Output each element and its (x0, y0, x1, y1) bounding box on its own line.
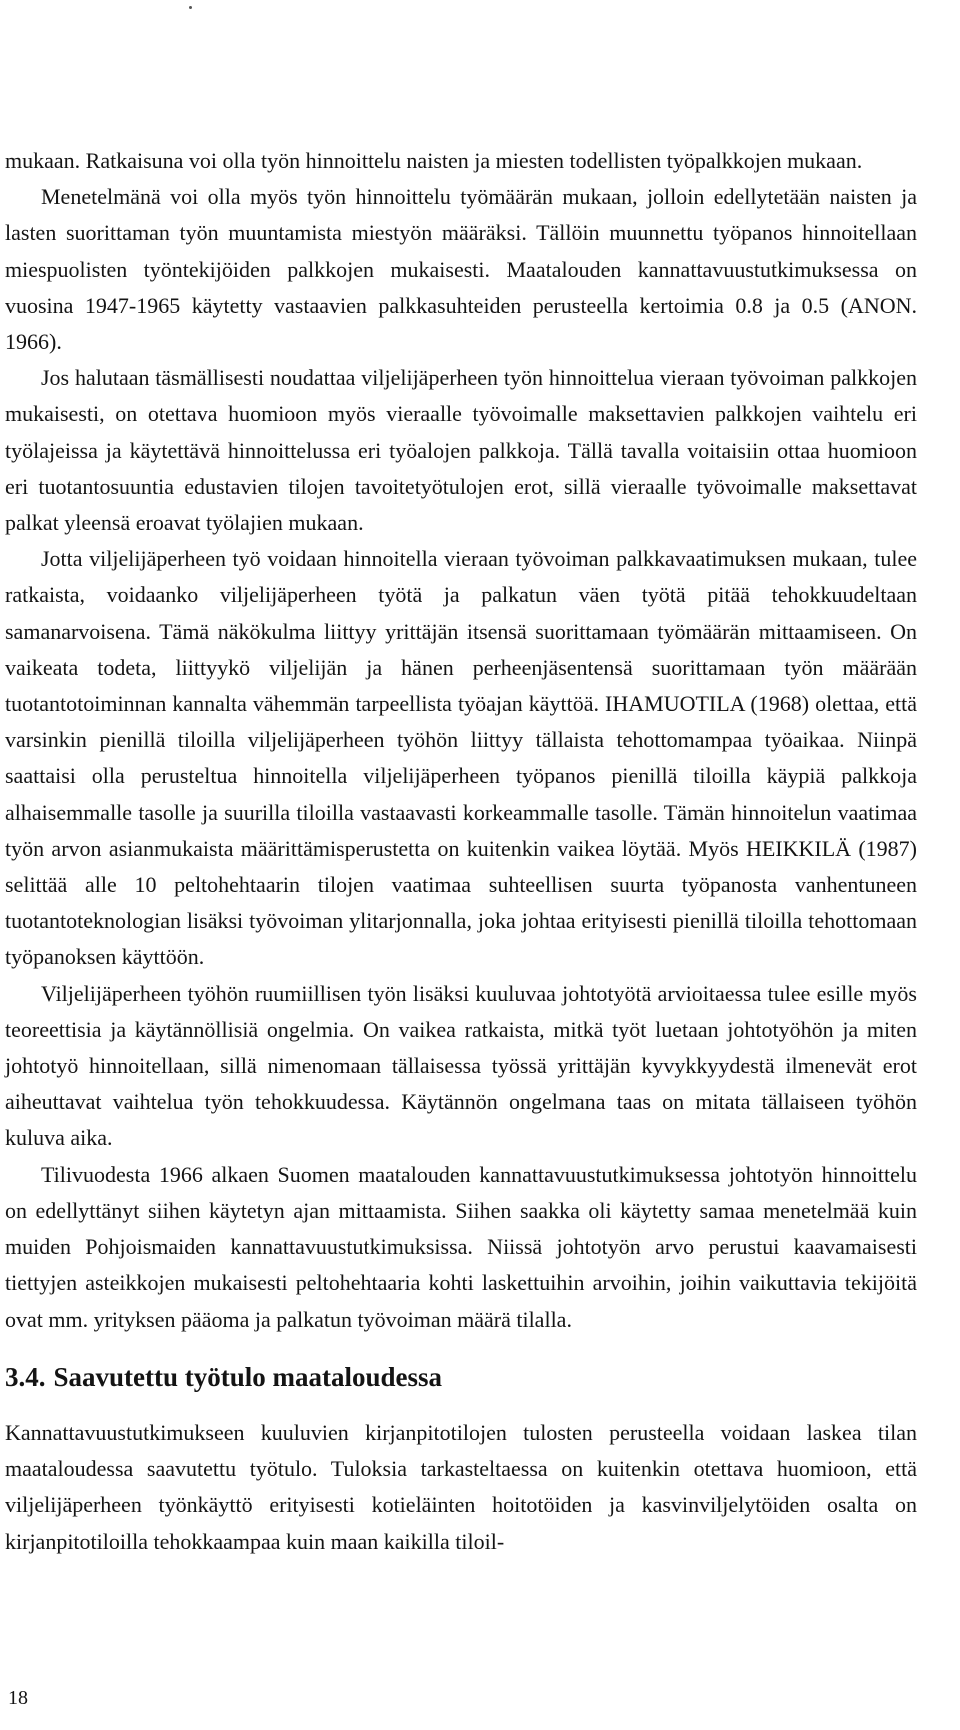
paragraph: Menetelmänä voi olla myös työn hinnoittelu työmäärän mukaan, jolloin edellytetään naisten ja lasten suorittaman työn muuntamista miestyön määräksi. Tällöin muunnettu työpanos hinnoitellaan miespuolisten työntekijöiden palkkojen mukaisesti. Maatalouden kannattavuustutkimuksessa on vuosina 1947-1965 käytetty vastaavien palkkasuhteiden perusteella kertoimia 0.8 ja 0.5 (ANON. 1966). (5, 184, 917, 355)
paragraph: Jos halutaan täsmällisesti noudattaa viljelijäperheen työn hinnoittelua vieraan työvoiman palkkojen mukaisesti, on otettava huomioon myös vieraalle työvoimalle maksettavien palkkojen vaihtelu eri työlajeissa ja käytettävä hinnoittelussa eri työalojen palkkoja. Tällä tavalla voitaisiin ottaa huomioon eri tuotantosuuntia edustavien tilojen tavoitetyötulojen erot, sillä vieraalle työvoimalle maksettavat palkat yleensä eroavat työlajien mukaan. (5, 365, 917, 536)
scan-speck (189, 6, 192, 9)
paragraph: Tilivuodesta 1966 alkaen Suomen maatalouden kannattavuustutkimuksessa johtotyön hinnoittelu on edellyttänyt siihen käytetyn ajan mittaamista. Siihen saakka oli käytetty samaa menetelmää kuin muiden Pohjoismaiden kannattavuustutkimuksissa. Niissä johtotyön arvo perustui kaavamaisesti tiettyjen asteikkojen mukaisesti peltohehtaaria kohti laskettuihin arvoihin, joihin vaikuttavia tekijöitä ovat mm. yrityksen pääoma ja palkatun työvoiman määrä tilalla. (5, 1161, 917, 1332)
section-heading (5, 1360, 442, 1394)
paragraph: mukaan. Ratkaisuna voi olla työn hinnoittelu naisten ja miesten todellisten työpalkkojen mukaan. (5, 148, 863, 173)
paragraph: Viljelijäperheen työhön ruumiillisen työn lisäksi kuuluvaa johtotyötä arvioitaessa tulee esille myös teoreettisia ja käytännöllisiä ongelmia. On vaikea ratkaista, mitkä työt luetaan johtotyöhön ja miten johtotyö hinnoitellaan, sillä nimenomaan tällaisessa työssä yrittäjän kyvykkyydestä ilmenevät erot aiheuttavat vaihtelua työn tehokkuudessa. Käytännön ongelmana taas on mitata tällaiseen työhön kuluva aika. (5, 980, 917, 1151)
section-title: Saavutettu työtulo maataloudessa (53, 1362, 443, 1392)
section-number: 3.4. (5, 1362, 46, 1392)
paragraph: Jotta viljelijäperheen työ voidaan hinnoitella vieraan työvoiman palkkavaatimuksen mukaan, tulee ratkaista, voidaanko viljelijäperheen työtä ja palkatun väen työtä pitää tehokkuudeltaan samanarvoisena. Tämä näkökulma liittyy yrittäjän itsensä suorittamaan työmäärän mittaamiseen. On vaikeata todeta, liittyykö viljelijän ja hänen perheenjäsentensä suorittamaan työn määrään tuotantotoiminnan kannalta vähemmän tarpeellista työajan käyttöä. IHAMUOTILA (1968) olettaa, että varsinkin pienillä tiloilla viljelijäperheen työhön liittyy tällaista tehottomampaa työaikaa. Niinpä saattaisi olla perusteltua hinnoitella viljelijäperheen työpanos pienillä tiloilla käypiä palkkoja alhaisemmalle tasolle ja suurilla tiloilla vastaavasti korkeammalle tasolle. Tämän hinnoitelun vaatimaa työn arvon asianmukaista määrittämisperustetta on kuitenkin vaikea löytää. Myös HEIKKILÄ (1987) selittää alle 10 peltohehtaarin tilojen vaatimaa suhteellisen suurta työpanosta vanhentuneen tuotantoteknologian lisäksi työvoiman ylitarjonnalla, joka johtaa erityisesti pienillä tiloilla tehottomaan työpanoksen käyttöön. (5, 546, 917, 970)
body-text-before-heading (5, 143, 917, 1338)
body-text-after-heading (5, 1415, 917, 1560)
page-number: 18 (8, 1687, 28, 1709)
paragraph: Kannattavuustutkimukseen kuuluvien kirjanpitotilojen tulosten perusteella voidaan laskea tilan maataloudessa saavutettu työtulo. Tuloksia tarkasteltaessa on kuitenkin otettava huomioon, että viljelijäperheen työnkäyttö erityisesti kotieläinten hoitotöiden ja kasvinviljelytöiden osalta on kirjanpitotiloilla tehokkaampaa kuin maan kaikilla tiloil- (5, 1420, 917, 1554)
